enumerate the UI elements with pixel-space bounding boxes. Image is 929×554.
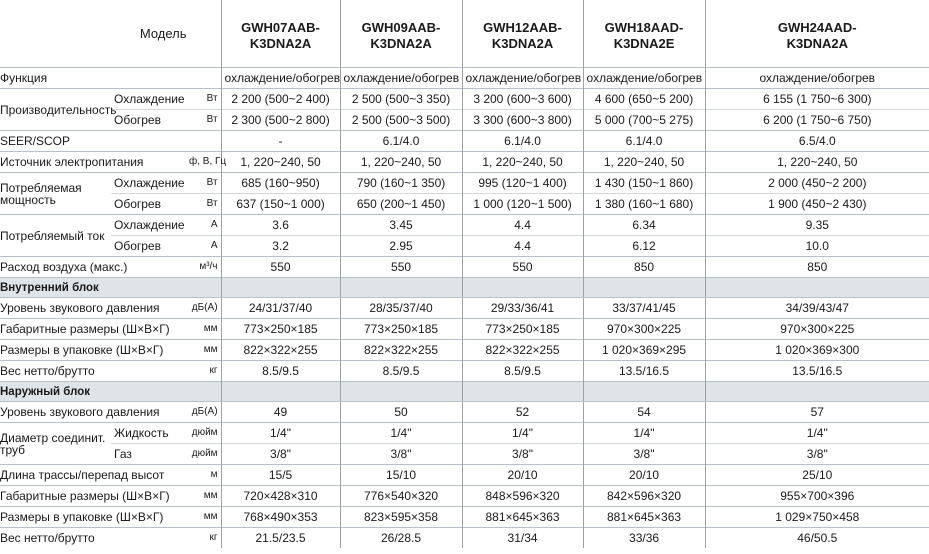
- value-cell: 10.0: [705, 236, 929, 257]
- value-cell: 1 020×369×295: [583, 340, 705, 361]
- model-name-line: K3DNA2A: [370, 35, 432, 51]
- unit-label: мм: [186, 486, 221, 507]
- value-cell: 637 (150~1 000): [221, 194, 340, 215]
- section-row: [0, 278, 929, 298]
- sub-label: Обогрев: [111, 236, 186, 257]
- value-cell: 28/35/37/40: [340, 298, 462, 319]
- value-cell: 54: [583, 402, 705, 423]
- table-row: [0, 152, 929, 173]
- value-cell: 52: [462, 402, 583, 423]
- value-cell: 3/8": [583, 444, 705, 465]
- row-label: Размеры в упаковке (Ш×В×Г): [0, 340, 186, 361]
- value-cell: 2 500 (500~3 350): [340, 89, 462, 110]
- row-label: Габаритные размеры (Ш×В×Г): [0, 319, 186, 340]
- sub-label: Газ: [111, 444, 186, 465]
- value-cell: 4.4: [462, 236, 583, 257]
- model-name-line: GWH24AAD-: [777, 19, 857, 35]
- value-cell: 6 200 (1 750~6 750): [705, 110, 929, 131]
- value-cell: 50: [340, 402, 462, 423]
- value-cell: 1, 220~240, 50: [340, 152, 462, 173]
- sub-label: Жидкость: [111, 423, 186, 444]
- value-cell: 24/31/37/40: [221, 298, 340, 319]
- value-cell: 6.1/4.0: [462, 131, 583, 152]
- unit-label: дБ(А): [191, 302, 218, 313]
- value-cell: 955×700×396: [705, 486, 929, 507]
- model-name: [705, 0, 929, 68]
- value-cell: 3.45: [340, 215, 462, 236]
- value-cell: 46/50.5: [705, 528, 929, 549]
- value-cell: 550: [462, 257, 583, 278]
- value-cell: 1/4": [583, 423, 705, 444]
- value-cell: 822×322×255: [340, 340, 462, 361]
- group-label-line: Диаметр соединит.: [0, 430, 106, 445]
- value-cell: 1/4": [705, 423, 929, 444]
- value-cell: 33/37/41/45: [583, 298, 705, 319]
- unit-label: м³/ч: [186, 257, 221, 278]
- value-cell: 822×322×255: [462, 340, 583, 361]
- value-cell: 768×490×353: [221, 507, 340, 528]
- group-label: [0, 173, 111, 215]
- value-cell: 550: [221, 257, 340, 278]
- sub-label: Охлаждение: [111, 173, 186, 194]
- unit-label: А: [186, 215, 221, 236]
- value-cell: 25/10: [705, 465, 929, 486]
- row-label: Уровень звукового давления: [0, 405, 160, 419]
- unit-label: дюйм: [186, 423, 221, 444]
- sub-label: Охлаждение: [111, 215, 186, 236]
- unit-label: мм: [186, 340, 221, 361]
- sub-label: Обогрев: [111, 110, 186, 131]
- value-cell: 6.34: [583, 215, 705, 236]
- unit-label: мм: [186, 319, 221, 340]
- value-cell: 26/28.5: [340, 528, 462, 549]
- value-cell: 3 200 (600~3 600): [462, 89, 583, 110]
- value-cell: 776×540×320: [340, 486, 462, 507]
- table-row: [0, 194, 929, 215]
- value-cell: охлаждение/обогрев: [340, 68, 462, 89]
- group-label-line: труб: [0, 442, 26, 457]
- section-blank: [705, 382, 929, 402]
- row-label: Вес нетто/брутто: [0, 361, 186, 382]
- value-cell: 3/8": [221, 444, 340, 465]
- unit-label: кг: [186, 361, 221, 382]
- value-cell: 1 900 (450~2 430): [705, 194, 929, 215]
- value-cell: 1 029×750×458: [705, 507, 929, 528]
- value-cell: 5 000 (700~5 275): [583, 110, 705, 131]
- row-label: SEER/SCOP: [0, 131, 221, 152]
- section-blank: [583, 382, 705, 402]
- value-cell: 34/39/43/47: [705, 298, 929, 319]
- value-cell: 1 020×369×300: [705, 340, 929, 361]
- value-cell: 33/36: [583, 528, 705, 549]
- table-row: [0, 423, 929, 444]
- table-row: [0, 486, 929, 507]
- table-row: [0, 89, 929, 110]
- model-name-line: K3DNA2A: [786, 35, 848, 51]
- value-cell: 881×645×363: [583, 507, 705, 528]
- value-cell: охлаждение/обогрев: [221, 68, 340, 89]
- table-row: [0, 340, 929, 361]
- value-cell: 1, 220~240, 50: [705, 152, 929, 173]
- table-row: [0, 528, 929, 549]
- value-cell: 3/8": [462, 444, 583, 465]
- table-row: [0, 319, 929, 340]
- table-row: [0, 215, 929, 236]
- value-cell: 2 500 (500~3 500): [340, 110, 462, 131]
- group-label-line: мощность: [0, 192, 56, 207]
- value-cell: 823×595×358: [340, 507, 462, 528]
- value-cell: 8.5/9.5: [462, 361, 583, 382]
- model-name-line: K3DNA2A: [249, 35, 312, 51]
- value-cell: 15/10: [340, 465, 462, 486]
- value-cell: 4.4: [462, 215, 583, 236]
- value-cell: 773×250×185: [340, 319, 462, 340]
- value-cell: 550: [340, 257, 462, 278]
- row-label: Расход воздуха (макс.): [0, 257, 186, 278]
- value-cell: 1/4": [340, 423, 462, 444]
- row-label: Источник электропитания: [0, 152, 186, 173]
- unit-label: дБ(А): [191, 406, 218, 417]
- value-cell: 970×300×225: [705, 319, 929, 340]
- value-cell: 49: [221, 402, 340, 423]
- model-name: [462, 0, 583, 68]
- value-cell: 1 000 (120~1 500): [462, 194, 583, 215]
- value-cell: 842×596×320: [583, 486, 705, 507]
- value-cell: 6.12: [583, 236, 705, 257]
- table-row: [0, 507, 929, 528]
- value-cell: 20/10: [583, 465, 705, 486]
- value-cell: охлаждение/обогрев: [583, 68, 705, 89]
- value-cell: 20/10: [462, 465, 583, 486]
- value-cell: 21.5/23.5: [221, 528, 340, 549]
- value-cell: 970×300×225: [583, 319, 705, 340]
- section-blank: [583, 278, 705, 298]
- value-cell: 685 (160~950): [221, 173, 340, 194]
- value-cell: 4 600 (650~5 200): [583, 89, 705, 110]
- unit-label: Вт: [186, 173, 221, 194]
- value-cell: 2.95: [340, 236, 462, 257]
- section-blank: [340, 382, 462, 402]
- table-row: [0, 444, 929, 465]
- row-label: Вес нетто/брутто: [0, 528, 186, 549]
- table-row: [0, 465, 929, 486]
- value-cell: 3.6: [221, 215, 340, 236]
- value-cell: 8.5/9.5: [340, 361, 462, 382]
- section-blank: [221, 278, 340, 298]
- value-cell: 15/5: [221, 465, 340, 486]
- value-cell: 848×596×320: [462, 486, 583, 507]
- unit-label: Вт: [186, 110, 221, 131]
- sub-label: Охлаждение: [111, 89, 186, 110]
- value-cell: 2 300 (500~2 800): [221, 110, 340, 131]
- value-cell: 6.1/4.0: [340, 131, 462, 152]
- row-label: Габаритные размеры (Ш×В×Г): [0, 486, 186, 507]
- model-name-line: GWH07AAB-: [241, 19, 320, 35]
- section-blank: [462, 278, 583, 298]
- value-cell: 8.5/9.5: [221, 361, 340, 382]
- group-label: Производительность: [0, 89, 111, 131]
- value-cell: 13.5/16.5: [705, 361, 929, 382]
- value-cell: 3 300 (600~3 800): [462, 110, 583, 131]
- section-blank: [705, 278, 929, 298]
- value-cell: 13.5/16.5: [583, 361, 705, 382]
- model-name-line: K3DNA2E: [613, 35, 675, 51]
- model-header-label: Модель: [139, 25, 187, 41]
- unit-label: м: [186, 465, 221, 486]
- row-label: Функция: [0, 68, 221, 89]
- value-cell: 2 000 (450~2 200): [705, 173, 929, 194]
- section-title: Внутренний блок: [0, 278, 221, 298]
- section-blank: [462, 382, 583, 402]
- value-cell: 790 (160~1 350): [340, 173, 462, 194]
- value-cell: 773×250×185: [221, 319, 340, 340]
- value-cell: 1 430 (150~1 860): [583, 173, 705, 194]
- model-name-line: GWH09AAB-: [361, 19, 441, 35]
- value-cell: 1, 220~240, 50: [583, 152, 705, 173]
- unit-label: мм: [186, 507, 221, 528]
- value-cell: 3/8": [340, 444, 462, 465]
- group-label: [0, 423, 111, 465]
- value-cell: 3/8": [705, 444, 929, 465]
- value-cell: 773×250×185: [462, 319, 583, 340]
- value-cell: 1 380 (160~1 680): [583, 194, 705, 215]
- model-name-line: GWH12AAB-: [483, 19, 562, 35]
- table-row: [0, 131, 929, 152]
- value-cell: 9.35: [705, 215, 929, 236]
- model-name: [221, 0, 340, 68]
- value-cell: 850: [705, 257, 929, 278]
- unit-label: Вт: [186, 89, 221, 110]
- model-name: [583, 0, 705, 68]
- value-cell: 995 (120~1 400): [462, 173, 583, 194]
- value-cell: 57: [705, 402, 929, 423]
- model-name-line: K3DNA2A: [491, 35, 554, 51]
- section-row: [0, 382, 929, 402]
- table-row: [0, 298, 929, 319]
- unit-label: Вт: [186, 194, 221, 215]
- value-cell: 6.1/4.0: [583, 131, 705, 152]
- value-cell: 1, 220~240, 50: [462, 152, 583, 173]
- unit-label: А: [186, 236, 221, 257]
- value-cell: 1/4": [221, 423, 340, 444]
- unit-label: ф, В, Гц: [186, 152, 221, 173]
- sub-label: Обогрев: [111, 194, 186, 215]
- value-cell: 850: [583, 257, 705, 278]
- value-cell: 6 155 (1 750~6 300): [705, 89, 929, 110]
- table-row: [0, 68, 929, 89]
- section-blank: [221, 382, 340, 402]
- value-cell: охлаждение/обогрев: [462, 68, 583, 89]
- value-cell: 720×428×310: [221, 486, 340, 507]
- value-cell: 822×322×255: [221, 340, 340, 361]
- unit-label: кг: [186, 528, 221, 549]
- model-name: [340, 0, 462, 68]
- value-cell: 3.2: [221, 236, 340, 257]
- table-row: [0, 173, 929, 194]
- model-name-line: GWH18AAD-: [604, 19, 684, 35]
- row-label: Размеры в упаковке (Ш×В×Г): [0, 507, 186, 528]
- value-cell: 2 200 (500~2 400): [221, 89, 340, 110]
- header-row: [0, 0, 929, 68]
- table-row: [0, 110, 929, 131]
- section-blank: [340, 278, 462, 298]
- value-cell: 6.5/4.0: [705, 131, 929, 152]
- value-cell: -: [221, 131, 340, 152]
- table-row: [0, 236, 929, 257]
- group-label-line: Потребляемая: [0, 180, 82, 195]
- table-row: [0, 361, 929, 382]
- group-label: Потребляемый ток: [0, 215, 111, 257]
- value-cell: 1, 220~240, 50: [221, 152, 340, 173]
- value-cell: 29/33/36/41: [462, 298, 583, 319]
- value-cell: 1/4": [462, 423, 583, 444]
- unit-label: дюйм: [186, 444, 221, 465]
- table-row: [0, 402, 929, 423]
- table-row: [0, 257, 929, 278]
- row-label: Уровень звукового давления: [0, 301, 160, 315]
- row-label: Длина трассы/перепад высот: [0, 465, 186, 486]
- value-cell: 881×645×363: [462, 507, 583, 528]
- value-cell: 31/34: [462, 528, 583, 549]
- section-title: Наружный блок: [0, 382, 221, 402]
- value-cell: 650 (200~1 450): [340, 194, 462, 215]
- value-cell: охлаждение/обогрев: [705, 68, 929, 89]
